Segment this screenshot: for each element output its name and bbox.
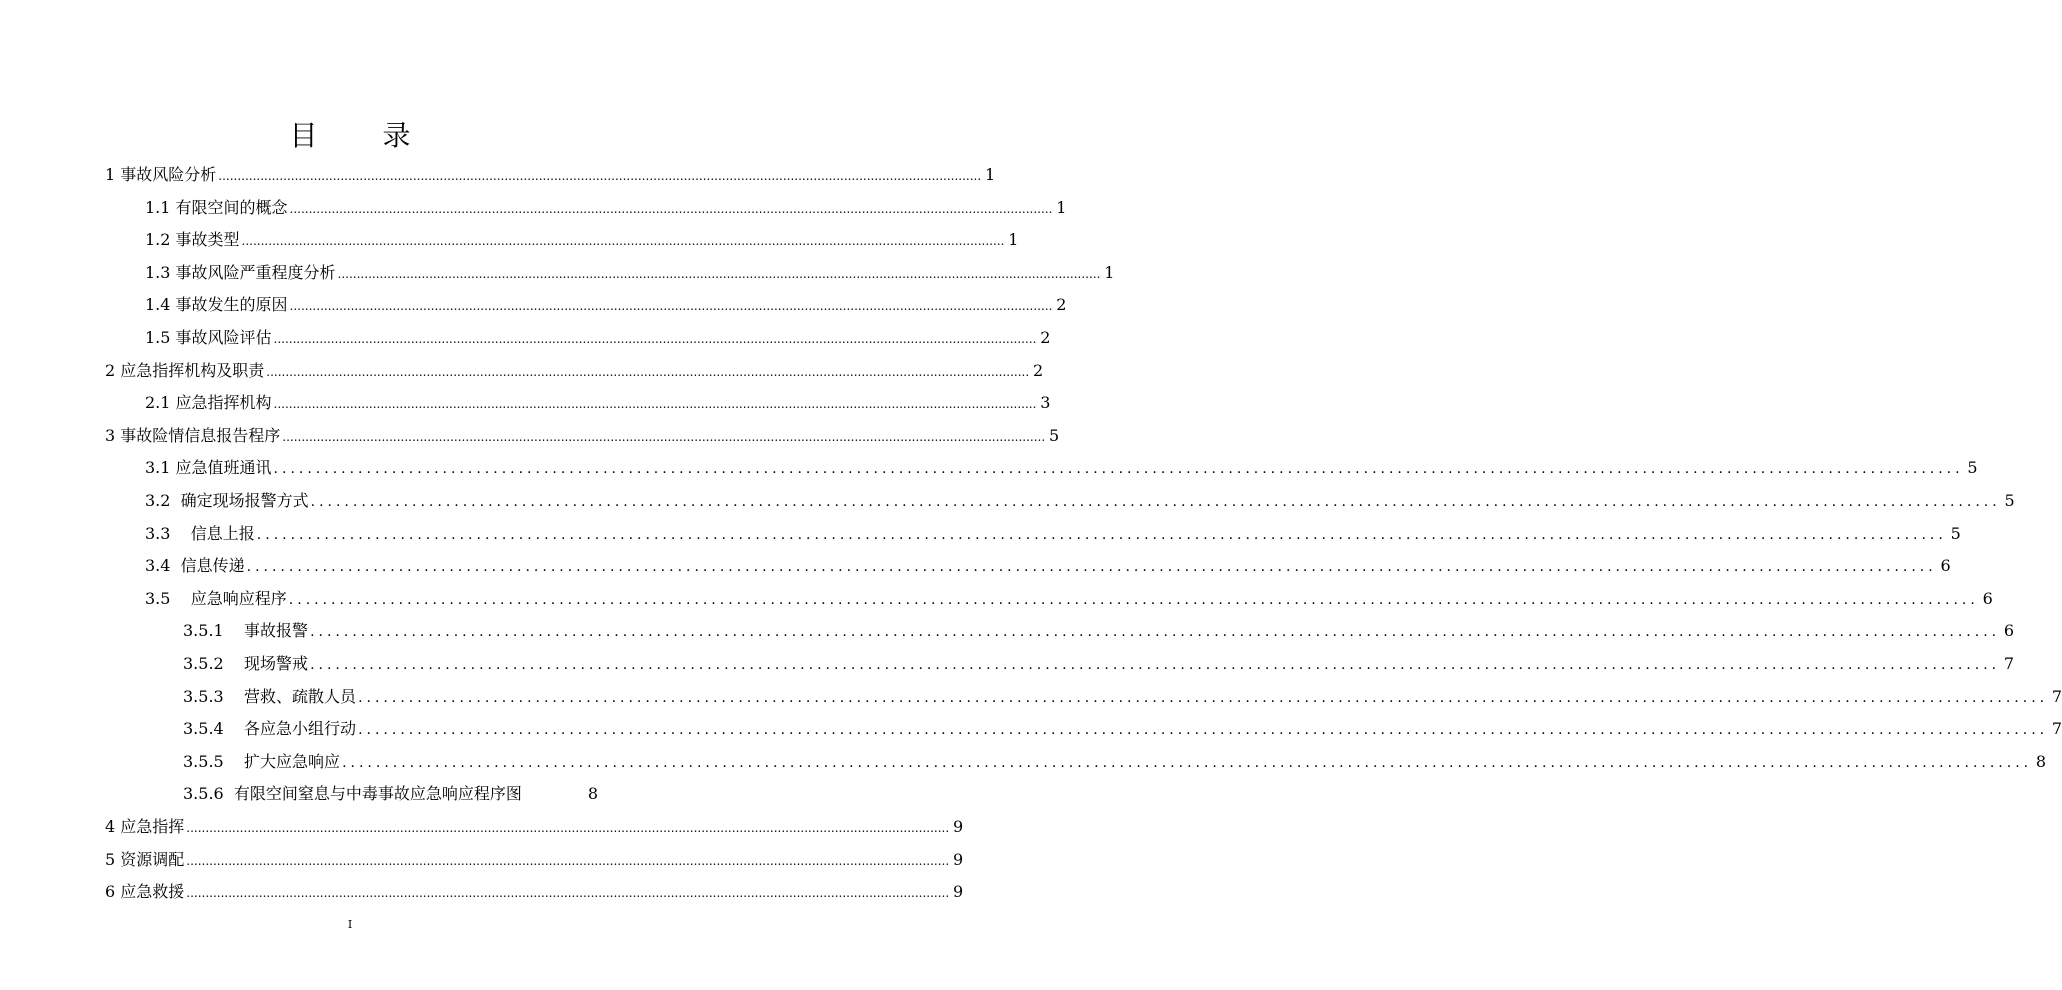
toc-entry-label: 1.1 有限空间的概念 (145, 197, 288, 217)
toc-leader-dots: ........................................................................................................................................................................................................ (310, 657, 2001, 673)
toc-entry-page-number: 5 (1967, 458, 1978, 478)
toc-entry[interactable] (145, 555, 1951, 578)
toc-leader-dots: ........................................................................................................................................................................................................ (186, 853, 950, 868)
toc-leader-dots: ........................................................................................................................................................................................................ (186, 886, 950, 901)
toc-entry-page-number: 2 (1056, 295, 1067, 315)
toc-entry-page-number: 5 (2004, 491, 2015, 510)
toc-entry[interactable] (145, 294, 1067, 317)
toc-leader-dots: ........................................................................................................................................................................................................ (273, 397, 1037, 412)
toc-entry[interactable] (145, 392, 1051, 415)
toc-entry-page-number: 7 (2051, 719, 2062, 739)
toc-entry[interactable] (145, 490, 2015, 513)
toc-leader-dots: ........................................................................................................................................................................................................ (289, 201, 1053, 216)
toc-leader-dots: ........................................................................................................................................................................................................ (256, 526, 1947, 543)
toc-entry-label: 1 事故风险分析 (105, 165, 217, 184)
toc-entry-page-number: 9 (952, 849, 964, 869)
toc-entry[interactable] (105, 881, 964, 904)
toc-entry-label: 2.1 应急指挥机构 (145, 393, 272, 413)
toc-entry-label: 3 事故险情信息报告程序 (105, 425, 281, 445)
toc-entry-page-number: 2 (1032, 360, 1044, 380)
toc-entry-label: 6 应急救援 (105, 882, 185, 902)
toc-leader-dots: ........................................................................................................................................................................................................ (273, 332, 1037, 346)
toc-entry-page-number: 9 (952, 882, 964, 902)
toc-entry[interactable] (145, 197, 1067, 220)
toc-entry-label: 4 应急指挥 (105, 817, 185, 836)
toc-entry-page-number: 8 (2035, 751, 2047, 771)
toc-entry-page-number: 5 (1048, 425, 1060, 445)
toc-entry[interactable] (183, 718, 2062, 741)
toc-entry-page-number: 1 (1008, 230, 1019, 250)
toc-entry-label: 3.1 应急值班通讯 (145, 458, 272, 478)
toc-entry-label: 3.5.4 各应急小组行动 (183, 719, 357, 739)
toc-entry-label: 1.4 事故发生的原因 (145, 295, 288, 315)
toc-entry[interactable] (145, 327, 1051, 350)
toc-leader-dots: ........................................................................................................................................................................................................ (289, 299, 1053, 314)
toc-entry-page-number: 1 (1104, 262, 1115, 282)
toc-entry-page-number: 6 (2003, 621, 2015, 641)
toc-entry[interactable] (105, 849, 964, 872)
toc-entry[interactable] (105, 164, 996, 187)
toc-entry[interactable] (183, 751, 2047, 774)
page-number-footer: I (347, 918, 353, 931)
toc-entry-page-number: 5 (1950, 523, 1961, 543)
toc-entry-label: 2 应急指挥机构及职责 (105, 360, 265, 380)
toc-entry[interactable] (183, 653, 2015, 676)
toc-leader-dots: ........................................................................................................................................................................................................ (218, 169, 982, 183)
toc-entry-label: 3.3 信息上报 (145, 523, 255, 543)
toc-entry-label: 1.2 事故类型 (145, 230, 240, 250)
toc-entry-label: 3.5.3 营救、疏散人员 (183, 686, 357, 706)
toc-entry-label: 3.2 确定现场报警方式 (145, 491, 309, 510)
toc-entry[interactable] (183, 620, 2015, 643)
toc-entry-label: 5 资源调配 (105, 849, 185, 869)
toc-entry[interactable] (105, 360, 1044, 383)
toc-leader-dots: ........................................................................................................................................................................................................ (310, 494, 2001, 510)
toc-entry[interactable] (145, 588, 1993, 611)
toc-leader-dots: ........................................................................................................................................................................................................ (342, 754, 2033, 771)
toc-leader-dots: ........................................................................................................................................................................................................ (288, 591, 1979, 608)
toc-entry-page-number: 2 (1040, 328, 1051, 347)
toc-leader-dots: ........................................................................................................................................................................................................ (358, 722, 2049, 739)
toc-entry-page-number: 9 (952, 817, 964, 836)
toc-entry-page-number: 7 (2051, 686, 2062, 706)
toc-entry[interactable] (145, 523, 1961, 546)
toc-leader-dots: ........................................................................................................................................................................................................ (358, 689, 2049, 706)
toc-entry[interactable] (183, 783, 598, 805)
toc-entry[interactable] (183, 686, 2062, 709)
toc-entry[interactable] (105, 425, 1060, 448)
toc-leader-dots: ........................................................................................................................................................................................................ (241, 234, 1005, 249)
toc-entry-label: 1.5 事故风险评估 (145, 328, 272, 347)
toc-entry[interactable] (105, 816, 964, 839)
toc-entry-label: 3.5.5 扩大应急响应 (183, 751, 341, 771)
toc-entry[interactable] (145, 457, 1978, 480)
toc-leader-dots: ........................................................................................................................................................................................................ (246, 559, 1937, 576)
toc-entry-label: 3.5.1 事故报警 (183, 621, 309, 641)
toc-leader-dots: ........................................................................................................................................................................................................ (310, 624, 2001, 641)
toc-leader-dots: ........................................................................................................................................................................................................ (266, 364, 1030, 379)
toc-entry-page-number: 1 (984, 165, 996, 184)
toc-entry[interactable] (145, 262, 1115, 285)
toc-entry-page-number: 6 (1940, 556, 1951, 576)
toc-entry-page-number: 7 (2003, 654, 2015, 673)
toc-entry-label: 3.5 应急响应程序 (145, 588, 287, 608)
toc-leader-dots: ........................................................................................................................................................................................................ (273, 461, 1964, 478)
toc-entry-label: 3.4 信息传递 (145, 556, 245, 576)
toc-entry-page-number: 6 (1982, 588, 1993, 608)
toc-entry-label: 3.5.6 有限空间窒息与中毒事故应急响应程序图 (183, 784, 522, 804)
toc-leader-dots: ........................................................................................................................................................................................................ (337, 266, 1101, 281)
toc-entry[interactable] (145, 229, 1019, 252)
toc-title: 目 录 (289, 119, 439, 152)
toc-entry-page-number: 8 (587, 784, 598, 804)
toc-leader-dots: ........................................................................................................................................................................................................ (186, 821, 950, 835)
toc-entry-page-number: 3 (1040, 393, 1051, 413)
toc-entry-label: 1.3 事故风险严重程度分析 (145, 262, 336, 282)
toc-entry-page-number: 1 (1056, 197, 1067, 217)
toc-entry-label: 3.5.2 现场警戒 (183, 654, 309, 673)
toc-leader-dots: ........................................................................................................................................................................................................ (282, 429, 1046, 444)
